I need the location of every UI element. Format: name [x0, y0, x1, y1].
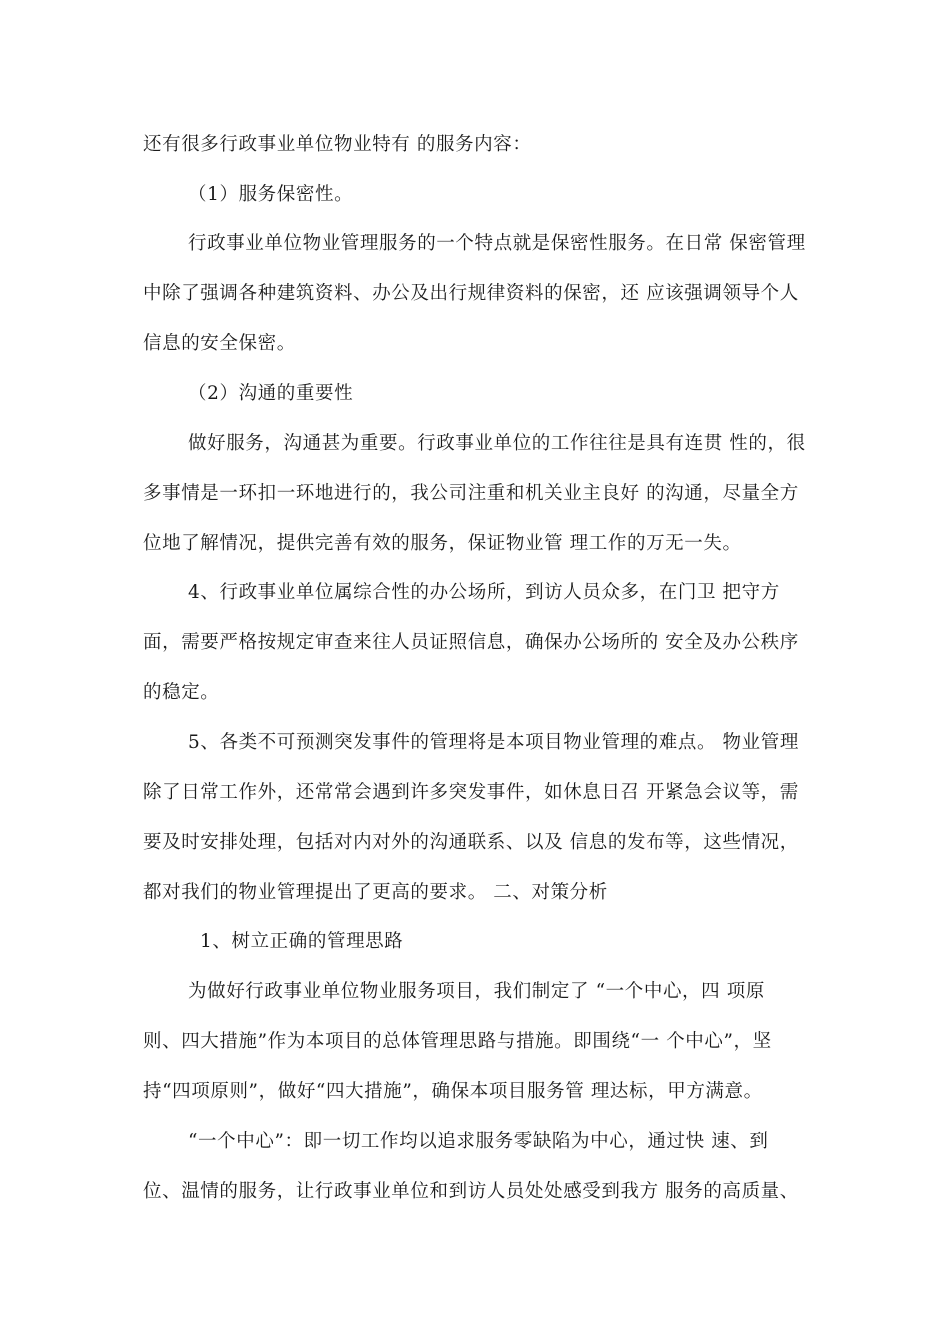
text-line: 4、行政事业单位属综合性的办公场所，到访人员众多，在门卫 把守方	[188, 582, 780, 603]
text-line: 做好服务，沟通甚为重要。行政事业单位的工作往往是具有连贯 性的，很	[188, 433, 806, 454]
text-line: “一个中心”：即一切工作均以追求服务零缺陷为中心，通过快 速、到	[188, 1131, 769, 1152]
text-line: 除了日常工作外，还常常会遇到许多突发事件，如休息日召 开紧急会议等，需	[143, 782, 799, 803]
text-line: 都对我们的物业管理提出了更高的要求。 二、对策分析	[143, 882, 608, 903]
section-heading: （1）服务保密性。	[188, 184, 354, 205]
text-line: 行政事业单位物业管理服务的一个特点就是保密性服务。在日常 保密管理	[188, 233, 806, 254]
text-line: 还有很多行政事业单位物业特有 的服务内容：	[143, 134, 532, 155]
text-line: 中除了强调各种建筑资料、办公及出行规律资料的保密，还 应该强调领导个人	[143, 283, 799, 304]
section-heading: （2）沟通的重要性	[188, 383, 354, 404]
text-line: 位地了解情况，提供完善有效的服务，保证物业管 理工作的万无一失。	[143, 533, 742, 554]
section-heading: 1、树立正确的管理思路	[200, 931, 404, 952]
text-line: 多事情是一环扣一环地进行的，我公司注重和机关业主良好 的沟通，尽量全方	[143, 483, 799, 504]
text-line: 位、温情的服务，让行政事业单位和到访人员处处感受到我方 服务的高质量、	[143, 1181, 799, 1202]
text-line: 5、各类不可预测突发事件的管理将是本项目物业管理的难点。 物业管理	[188, 732, 799, 753]
text-line: 为做好行政事业单位物业服务项目，我们制定了 “一个中心，四 项原	[188, 981, 765, 1002]
text-line: 的稳定。	[143, 682, 220, 703]
text-line: 信息的安全保密。	[143, 333, 296, 354]
text-line: 则、四大措施”作为本项目的总体管理思路与措施。即围绕“一 个中心”，坚	[143, 1031, 772, 1052]
text-line: 面，需要严格按规定审查来往人员证照信息，确保办公场所的 安全及办公秩序	[143, 632, 799, 653]
text-line: 要及时安排处理，包括对内对外的沟通联系、以及 信息的发布等，这些情况，	[143, 832, 799, 853]
text-line: 持“四项原则”，做好“四大措施”，确保本项目服务管 理达标，甲方满意。	[143, 1081, 763, 1102]
